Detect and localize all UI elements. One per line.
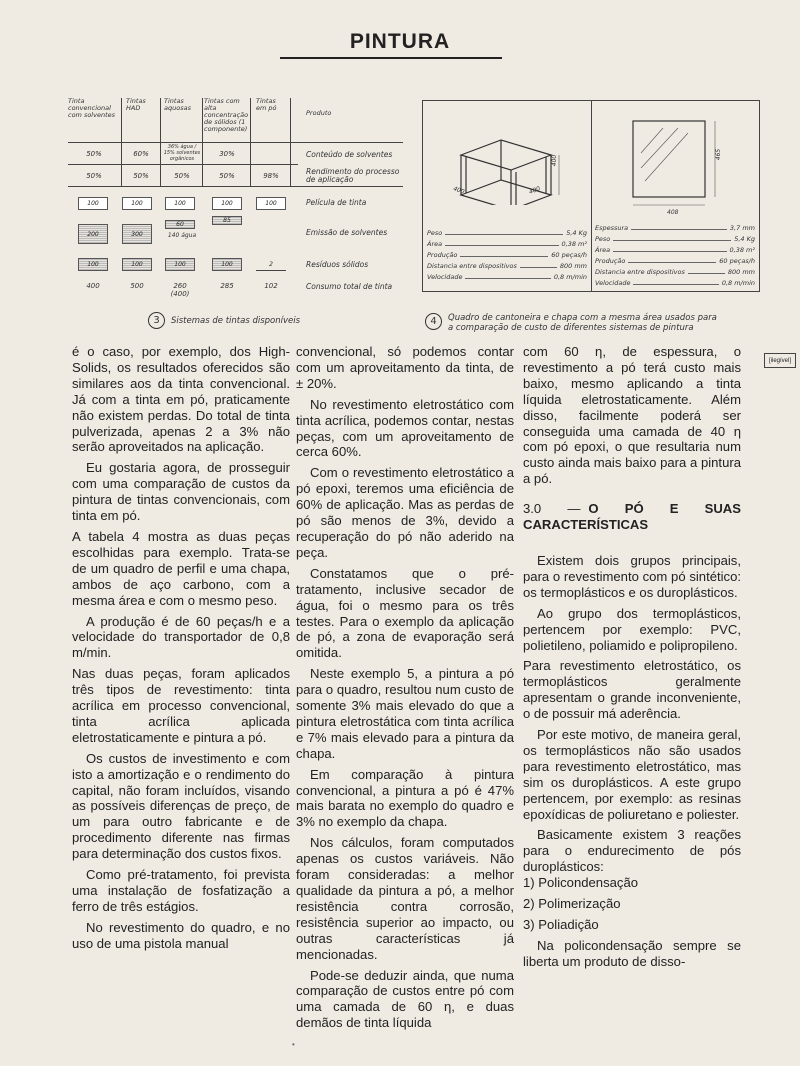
plate-drawing xyxy=(623,113,743,213)
spec-leader-line xyxy=(445,245,559,246)
spec-label: Peso xyxy=(427,229,443,237)
spec-label: Velocidade xyxy=(595,279,631,287)
spec-row xyxy=(427,229,587,239)
spec-value: 0,38 m² xyxy=(729,246,755,254)
paragraph: Os custos de investimento e com isto a amortização e o rendimento do capital, não foram incluídos, visando as possíveis diferenças de preço, de um para outro fabricante e de procedimento diferente nas firmas para determinação dos custos fixos. xyxy=(72,750,290,862)
col-header-aqueous: Tintas aquosas xyxy=(164,97,191,112)
spec-leader-line xyxy=(520,267,557,268)
figure-3-caption-text: Sistemas de tintas disponíveis xyxy=(171,316,301,326)
paragraph: Ao grupo dos termoplásticos, pertencem por exemplo: PVC, polietileno, poliamido e polipropileno. xyxy=(523,605,741,653)
cell-solvent-high-solids: 30% xyxy=(219,150,235,158)
paragraph: Como pré-tratamento, foi prevista uma instalação de fosfatização a ferro de três estágios. xyxy=(72,867,290,914)
col-header-product: Produto xyxy=(306,109,332,117)
title-underline xyxy=(280,57,502,59)
paragraph: Para revestimento eletrostático, os termoplásticos geralmente apresentam o grande inconveniente, o de possuir má aderência. xyxy=(523,658,741,722)
section-heading xyxy=(523,501,741,533)
text-column-2 xyxy=(296,344,514,1036)
paragraph: No revestimento do quadro, e no uso de uma pistola manual xyxy=(72,919,290,951)
text-column-3 xyxy=(523,344,741,975)
table-col-rule xyxy=(202,98,203,186)
paragraph: Por este motivo, de maneira geral, os termoplásticos não são usados para revestimento eletrostático, mas sim os duroplásticos. A este grupo pertencem, por exemplo: as resinas epoxídicas de poliuretano e poliester. xyxy=(523,727,741,822)
spec-row xyxy=(595,257,755,267)
paragraph: Basicamente existem 3 reações para o endurecimento de pós duroplásticos: xyxy=(523,827,741,875)
paragraph: convencional, só podemos contar com um aproveitamento da tinta, de ± 20%. xyxy=(296,344,514,391)
paragraph: Eu gostaria agora, de prosseguir com uma comparação de custos da pintura de tintas convencionais, com tinta em pó. xyxy=(72,460,290,524)
cell-yield-aqueous: 50% xyxy=(174,172,190,180)
emission-box: 300 xyxy=(122,224,152,244)
film-box: 100 xyxy=(78,197,108,210)
list-item: 1) Policondensação xyxy=(523,875,639,891)
emission-water-label: 140 água xyxy=(167,232,197,239)
spec-row xyxy=(427,251,587,261)
paragraph: Existem dois grupos principais, para o revestimento com pó sintético: os termoplásticos e os duroplásticos. xyxy=(523,552,741,600)
total-had: 500 xyxy=(130,282,144,290)
text-column-1 xyxy=(72,344,290,957)
residue-box: 100 xyxy=(78,258,108,271)
frame-height-dim: 400 xyxy=(551,154,559,167)
row-label-film: Película de tinta xyxy=(306,198,367,207)
spec-label: Velocidade xyxy=(427,273,463,281)
figure-divider xyxy=(591,101,592,291)
spec-leader-line xyxy=(613,251,727,252)
col-header-conventional: Tinta convencional com solventes xyxy=(68,97,116,119)
paragraph: A tabela 4 mostra as duas peças escolhidas para exemplo. Trata-se de um quadro de perfil e uma chapa, ambos de aço carbono, com a mesma área e com o mesmo peso. xyxy=(72,528,290,608)
spec-row xyxy=(427,273,587,283)
figure-number-badge: 4 xyxy=(425,313,442,330)
spec-row xyxy=(595,224,755,234)
spec-value: 3,7 mm xyxy=(729,224,755,232)
table-rule xyxy=(68,142,403,143)
plate-height-dim: 465 xyxy=(715,148,723,161)
row-label-emission: Emissão de solventes xyxy=(306,228,388,237)
spec-label: Distancia entre dispositivos xyxy=(427,262,517,270)
spec-leader-line xyxy=(613,240,731,241)
list-item: 3) Poliadição xyxy=(523,917,599,932)
cell-yield-high-solids: 50% xyxy=(219,172,235,180)
spec-label: Produção xyxy=(595,257,626,265)
plate-width-dim: 408 xyxy=(667,209,679,216)
spec-label: Área xyxy=(427,240,443,248)
spec-row xyxy=(427,240,587,250)
paragraph: é o caso, por exemplo, dos High-Solids, os resultados oferecidos são similares aos da tinta convencional. Já com a tinta em pó, praticamente não existem perdas. Do total de tinta pulverizada, apenas 2 a 3% não serão aproveitados na aplicação. xyxy=(72,344,290,455)
frame-width-dim: 400 xyxy=(452,185,466,196)
paragraph: Nas duas peças, foram aplicados três tipos de revestimento: tinta acrílica em processo convencional, tinta acrílica aplicada eletrostaticamente e pintura a pó. xyxy=(72,666,290,745)
residue-box: 100 xyxy=(165,258,195,271)
spec-leader-line xyxy=(631,229,727,230)
spec-leader-line xyxy=(628,262,716,263)
film-box: 100 xyxy=(256,197,286,210)
spec-label: Área xyxy=(595,246,611,254)
paragraph: com 60 η, de espessura, o revestimento a pó terá custo mais baixo, mesmo aplicando a tinta líquida eletrostaticamente. Além disso, facilmente poderá ser conseguida uma camada de 40 η com pó epoxi, o que resultaria num custo ainda mais baixo para a pintura a pó. xyxy=(523,344,741,487)
spec-label: Produção xyxy=(427,251,458,259)
table-rule xyxy=(68,186,403,187)
film-box: 100 xyxy=(212,197,242,210)
row-label-total: Consumo total de tinta xyxy=(306,282,393,291)
figure-4-caption xyxy=(425,313,717,333)
cell-solvent-aqueous: 36% água / 15% solventes orgânicos xyxy=(163,144,201,162)
residue-box: 100 xyxy=(122,258,152,271)
cell-solvent-conv: 50% xyxy=(86,150,102,158)
spec-value: 0,38 m² xyxy=(561,240,587,248)
cell-yield-powder: 98% xyxy=(263,172,279,180)
figure-3-paint-systems-table xyxy=(68,98,413,298)
paragraph: Na policondensação sempre se liberta um produto de disso- xyxy=(523,937,741,969)
paragraph: No revestimento eletrostático com tinta acrílica, podemos contar, nestas peças, com um aproveitamento de cerca 60%. xyxy=(296,396,514,460)
spec-row xyxy=(595,246,755,256)
emission-box: 60 xyxy=(165,220,195,229)
spec-value: 60 peças/h xyxy=(719,257,755,265)
spec-leader-line xyxy=(460,256,548,257)
spec-label: Peso xyxy=(595,235,611,243)
table-rule xyxy=(68,164,298,165)
table-col-rule xyxy=(250,98,251,186)
spec-value: 0,8 m/min xyxy=(721,279,755,287)
list-item: 2) Polimerização xyxy=(523,896,621,912)
figure-4-caption-line-2: a comparação de custo de diferentes sistemas de pintura xyxy=(448,323,694,333)
spec-leader-line xyxy=(633,284,719,285)
col-header-powder: Tintas em pó xyxy=(256,97,277,112)
spec-leader-line xyxy=(445,234,563,235)
figure-number-badge: 3 xyxy=(148,312,165,329)
film-box: 100 xyxy=(122,197,152,210)
spec-label: Espessura xyxy=(595,224,629,232)
paragraph: Em comparação à pintura convencional, a pintura a pó é 47% mais barata no exemplo do quadro e 3% no exemplo da chapa. xyxy=(296,766,514,830)
table-col-rule xyxy=(160,98,161,186)
paragraph: Pode-se deduzir ainda, que numa comparação de custos entre pó com uma camada de 60 η, e duas demãos de tinta líquida xyxy=(296,967,514,1031)
spec-value: 5,4 Kg xyxy=(734,235,755,243)
paragraph: Nos cálculos, foram computados apenas os custos variáveis. Não foram consideradas: a melhor qualidade da pintura a pó, a melhor resistência contra corrosão, resistência superior ao impacto, ou outras características já mencionadas. xyxy=(296,835,514,962)
residue-box: 100 xyxy=(212,258,242,271)
spec-leader-line xyxy=(688,273,725,274)
total-aqueous: 260 (400) xyxy=(170,282,190,298)
page-title: PINTURA xyxy=(349,30,451,53)
paragraph: Com o revestimento eletrostático a pó epoxi, teremos uma eficiência de 60% de aplicação. Mas as perdas de pó são menos de 3%, devido a recuperação do pó não aderido na peça. xyxy=(296,465,514,560)
cell-solvent-had: 60% xyxy=(133,150,149,158)
section-number: 3.0 — xyxy=(523,501,581,517)
col-header-had: Tintas HAD xyxy=(126,97,146,112)
emission-box: 85 xyxy=(212,216,242,225)
paragraph: Neste exemplo 5, a pintura a pó para o quadro, resultou num custo de somente 3% mais elevado do que a pintura eletrostática com tinta acrílica e 7% mais elevado para a pintura da chapa. xyxy=(296,666,514,761)
figure-4-caption-line-1: Quadro de cantoneira e chapa com a mesma área usados para xyxy=(448,313,717,323)
spec-row xyxy=(595,279,755,289)
margin-tag: [ilegível] xyxy=(764,353,796,368)
frame-depth-dim: 400 xyxy=(528,185,542,196)
row-label-solvent: Conteúdo de solventes xyxy=(306,150,393,159)
cell-yield-conv: 50% xyxy=(86,172,102,180)
spec-value: 800 mm xyxy=(559,262,587,270)
residue-powder-value: 2 xyxy=(269,261,273,268)
spec-value: 800 mm xyxy=(727,268,755,276)
figure-4-parts xyxy=(422,100,760,292)
residue-baseline xyxy=(256,270,286,271)
emission-box: 200 xyxy=(78,224,108,244)
total-high-solids: 285 xyxy=(220,282,234,290)
col-header-high-solids: Tintas com alta concentração de sólidos (1 componente) xyxy=(204,97,249,133)
spec-row xyxy=(427,262,587,272)
paragraph: A produção é de 60 peças/h e a velocidade do transportador de 0,8 m/min. xyxy=(72,613,290,661)
section-title: O PÓ E SUAS CARACTERÍSTICAS xyxy=(523,501,741,533)
spec-leader-line xyxy=(465,278,551,279)
cell-yield-had: 50% xyxy=(133,172,149,180)
film-box: 100 xyxy=(165,197,195,210)
spec-label: Distancia entre dispositivos xyxy=(595,268,685,276)
row-label-residue: Resíduos sólidos xyxy=(306,260,369,269)
table-col-rule xyxy=(290,98,291,186)
spec-row xyxy=(595,235,755,245)
spec-value: 60 peças/h xyxy=(551,251,587,259)
figure-3-caption xyxy=(148,312,300,329)
spec-value: 5,4 Kg xyxy=(566,229,587,237)
paragraph: Constatamos que o pré-tratamento, inclusive secador de água, foi o mesmo para os três testes. Para o exemplo da aplicação de pó, a zona de evaporação será omitida. xyxy=(296,565,514,661)
total-powder: 102 xyxy=(264,282,278,290)
spec-row xyxy=(595,268,755,278)
total-conv: 400 xyxy=(86,282,100,290)
row-label-yield: Rendimento do processo de aplicação xyxy=(306,167,400,184)
bottom-dot: • xyxy=(292,1040,295,1049)
spec-value: 0,8 m/min xyxy=(553,273,587,281)
